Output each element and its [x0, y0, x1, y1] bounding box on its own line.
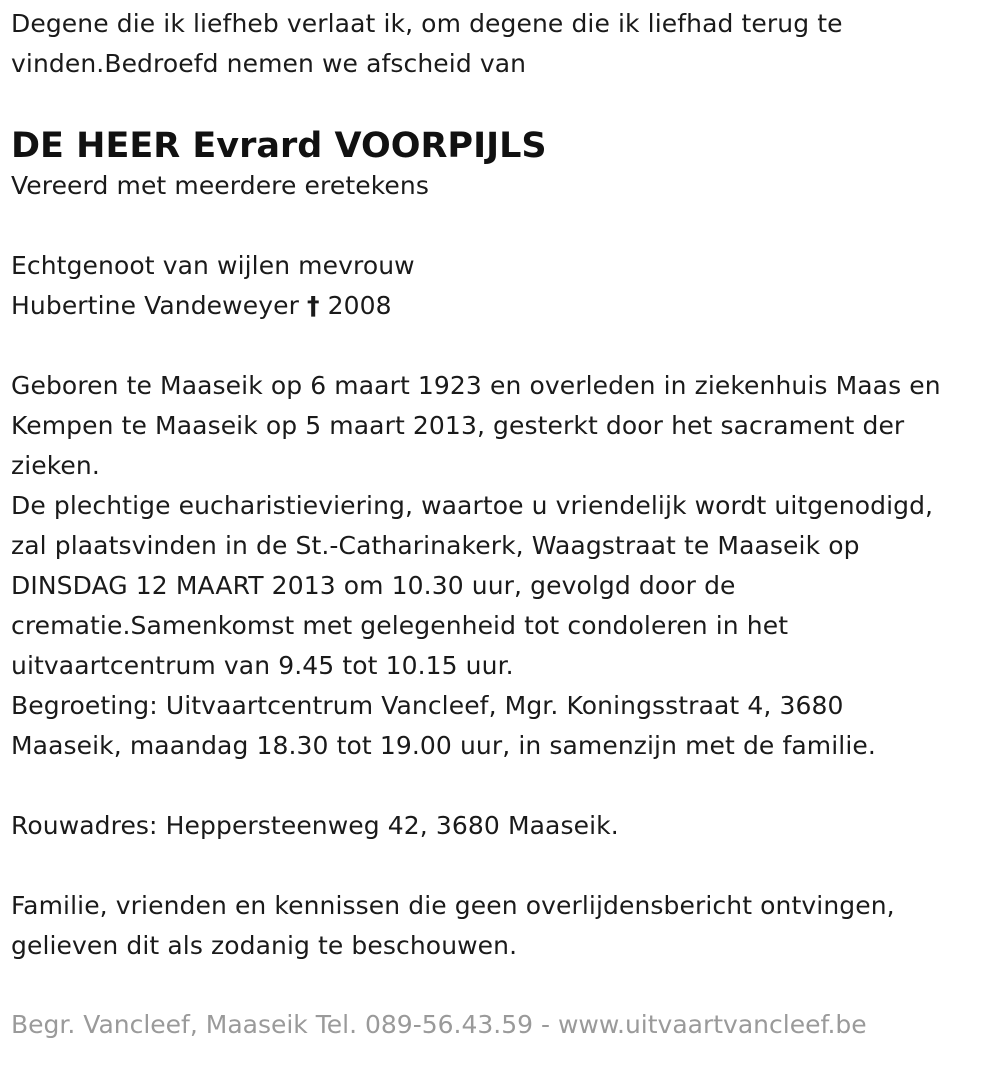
spacer — [11, 766, 990, 806]
honors-line: Vereerd met meerdere eretekens — [11, 171, 429, 200]
details-line: Kempen te Maaseik op 5 maart 2013, gesterkt door het sacrament der — [11, 411, 905, 440]
spouse-name: Hubertine Vandeweyer — [11, 291, 299, 320]
details-line: Begroeting: Uitvaartcentrum Vancleef, Mgr. Koningsstraat 4, 3680 — [11, 691, 844, 720]
spouse-death-year: 2008 — [327, 291, 392, 320]
intro-line-2: vinden.Bedroefd nemen we afscheid van — [11, 49, 527, 78]
spacer — [11, 846, 990, 886]
details-line: zal plaatsvinden in de St.-Catharinakerk, Waagstraat te Maaseik op — [11, 531, 860, 560]
details-line: De plechtige eucharistieviering, waartoe u vriendelijk wordt uitgenodigd, — [11, 491, 934, 520]
intro-line-1: Degene die ik liefheb verlaat ik, om degene die ik liefhad terug te — [11, 9, 843, 38]
spouse-line-2 — [11, 286, 990, 326]
mourning-address: Rouwadres: Heppersteenweg 42, 3680 Maaseik. — [11, 811, 619, 840]
cross-icon: † — [307, 291, 320, 320]
spouse-line-1: Echtgenoot van wijlen mevrouw — [11, 251, 415, 280]
details-line: DINSDAG 12 MAART 2013 om 10.30 uur, gevolgd door de — [11, 571, 736, 600]
details-line: Maaseik, maandag 18.30 tot 19.00 uur, in samenzijn met de familie. — [11, 731, 876, 760]
details-line: Geboren te Maaseik op 6 maart 1923 en overleden in ziekenhuis Maas en — [11, 371, 941, 400]
details-line: uitvaartcentrum van 9.45 tot 10.15 uur. — [11, 651, 514, 680]
spacer — [11, 326, 990, 366]
details-line: crematie.Samenkomst met gelegenheid tot condoleren in het — [11, 611, 789, 640]
deceased-name-title: DE HEER Evrard VOORPIJLS — [11, 126, 547, 166]
funeral-home-footer: Begr. Vancleef, Maaseik Tel. 089-56.43.59 - www.uitvaartvancleef.be — [11, 1010, 867, 1039]
spacer — [11, 206, 990, 246]
notice-line-1: Familie, vrienden en kennissen die geen overlijdensbericht ontvingen, — [11, 891, 895, 920]
notice-line-2: gelieven dit als zodanig te beschouwen. — [11, 931, 518, 960]
details-line: zieken. — [11, 451, 100, 480]
